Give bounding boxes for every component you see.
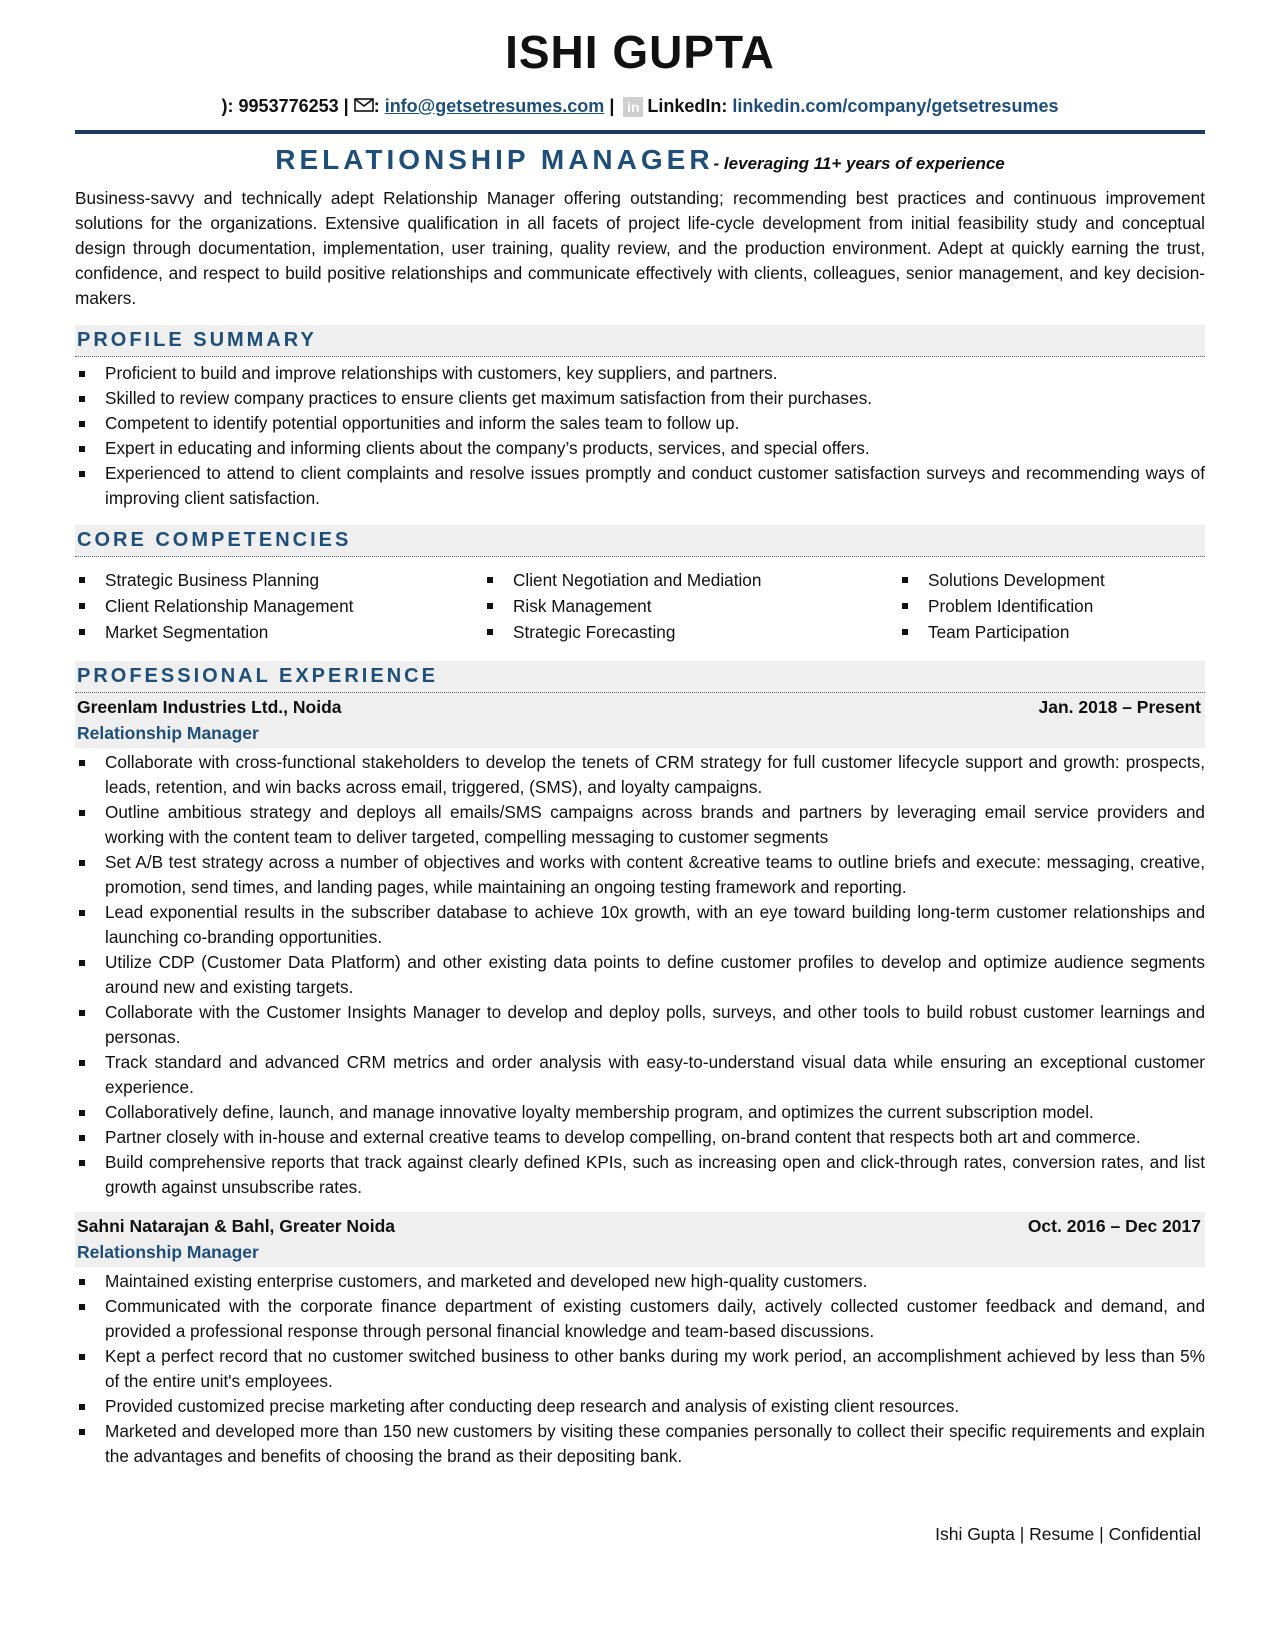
- page-footer: Ishi Gupta | Resume | Confidential: [935, 1524, 1201, 1544]
- job-dates: Jan. 2018 – Present: [1038, 697, 1201, 717]
- summary-paragraph: Business-savvy and technically adept Relationship Manager offering outstanding; recommending best practices and continuous improvement solutions for the organizations. Extensive qualification in all facets of project life-cycle development from initial feasibility study and conceptual design through documentation, implementation, user training, quality review, and the production environment. Adept at quickly earning the trust, confidence, and respect to build positive relationships and communicate effectively with clients, colleagues, senior management, and key decision-makers.: [75, 188, 1205, 308]
- job-title: Relationship Manager: [77, 1242, 259, 1262]
- section-heading-core-competencies: CORE COMPETENCIES: [75, 525, 1205, 557]
- list-item: Collaboratively define, launch, and manage innovative loyalty membership program, and optimizes the current subscription model.: [75, 1100, 1205, 1125]
- header-rule: [75, 130, 1205, 134]
- job-header: [75, 1212, 1205, 1267]
- resume-page: [75, 0, 1205, 1650]
- list-item: Problem Identification: [898, 593, 1198, 619]
- list-item: Build comprehensive reports that track against clearly defined KPIs, such as increasing open and click-through rates, conversion rates, and list growth against unsubscribe rates.: [75, 1150, 1205, 1200]
- list-item: Expert in educating and informing clients about the company’s products, services, and special offers.: [75, 436, 1205, 461]
- list-item: Partner closely with in-house and external creative teams to develop compelling, on-brand content that respects both art and commerce.: [75, 1125, 1205, 1150]
- list-item: Proficient to build and improve relationships with customers, key suppliers, and partners.: [75, 361, 1205, 386]
- separator: |: [604, 96, 620, 116]
- list-item: Strategic Business Planning: [75, 567, 483, 593]
- list-item: Market Segmentation: [75, 619, 483, 645]
- list-item: Maintained existing enterprise customers, and marketed and developed new high-quality customers.: [75, 1269, 1205, 1294]
- list-item: Risk Management: [483, 593, 898, 619]
- list-item: Communicated with the corporate finance department of existing customers daily, actively collected customer feedback and demand, and provided a professional response through personal financial knowledge and team-based discussions.: [75, 1294, 1205, 1344]
- separator: |: [338, 96, 354, 116]
- core-competencies-grid: [75, 567, 1205, 645]
- headline: [75, 144, 1205, 176]
- job-header: [75, 693, 1205, 748]
- email-link[interactable]: info@getsetresumes.com: [384, 96, 605, 116]
- job-responsibilities: [75, 750, 1205, 1200]
- linkedin-link[interactable]: linkedin.com/company/getsetresumes: [732, 96, 1059, 116]
- candidate-name: ISHI GUPTA: [505, 26, 775, 78]
- list-item: Client Negotiation and Mediation: [483, 567, 898, 593]
- job-dates: Oct. 2016 – Dec 2017: [1027, 1216, 1201, 1236]
- company-name: Sahni Natarajan & Bahl, Greater Noida: [77, 1216, 396, 1236]
- list-item: Client Relationship Management: [75, 593, 483, 619]
- list-item: Strategic Forecasting: [483, 619, 898, 645]
- email-prefix: :: [373, 96, 385, 116]
- profile-summary-list: [75, 361, 1205, 511]
- headline-role: RELATIONSHIP MANAGER: [275, 144, 714, 175]
- list-item: Set A/B test strategy across a number of objectives and works with content &creative teams to outline briefs and execute: messaging, creative, promotion, send times, and landing pages, while maintaining an ongoing testing framework and reporting.: [75, 850, 1205, 900]
- linkedin-icon: in: [623, 97, 643, 117]
- list-item: Provided customized precise marketing after conducting deep research and analysis of existing client resources.: [75, 1394, 1205, 1419]
- list-item: Kept a perfect record that no customer switched business to other banks during my work period, an accomplishment achieved by less than 5% of the entire unit's employees.: [75, 1344, 1205, 1394]
- competency-column: [898, 567, 1198, 645]
- list-item: Marketed and developed more than 150 new customers by visiting these companies personally to collect their specific requirements and explain the advantages and benefits of choosing the brand as their depositing bank.: [75, 1419, 1205, 1469]
- job-title: Relationship Manager: [77, 723, 259, 743]
- list-item: Track standard and advanced CRM metrics and order analysis with easy-to-understand visual data while ensuring an exceptional customer experience.: [75, 1050, 1205, 1100]
- phone-number: 9953776253: [238, 96, 339, 116]
- competency-column: [483, 567, 898, 645]
- contact-line: [75, 94, 1205, 118]
- job-responsibilities: [75, 1269, 1205, 1469]
- list-item: Competent to identify potential opportunities and inform the sales team to follow up.: [75, 411, 1205, 436]
- headline-tagline: - leveraging 11+ years of experience: [713, 154, 1005, 173]
- list-item: Outline ambitious strategy and deploys all emails/SMS campaigns across brands and partners by leveraging email service providers and working with the content team to deliver targeted, compelling messaging to customer segments: [75, 800, 1205, 850]
- list-item: Experienced to attend to client complaints and resolve issues promptly and conduct customer satisfaction surveys and recommending ways of improving client satisfaction.: [75, 461, 1205, 511]
- list-item: Solutions Development: [898, 567, 1198, 593]
- list-item: Collaborate with cross-functional stakeholders to develop the tenets of CRM strategy for full customer lifecycle support and growth: prospects, leads, retention, and win backs across email, triggered, (SMS), and loyalty campaigns.: [75, 750, 1205, 800]
- phone-prefix: ):: [221, 96, 239, 116]
- list-item: Skilled to review company practices to ensure clients get maximum satisfaction from their purchases.: [75, 386, 1205, 411]
- section-heading-profile-summary: PROFILE SUMMARY: [75, 325, 1205, 357]
- company-name: Greenlam Industries Ltd., Noida: [77, 697, 342, 717]
- list-item: Utilize CDP (Customer Data Platform) and other existing data points to define customer profiles to develop and optimize audience segments around new and existing targets.: [75, 950, 1205, 1000]
- linkedin-label: LinkedIn:: [647, 96, 733, 116]
- envelope-icon: [354, 95, 374, 119]
- section-heading-professional-experience: PROFESSIONAL EXPERIENCE: [75, 661, 1205, 693]
- list-item: Collaborate with the Customer Insights Manager to develop and deploy polls, surveys, and other tools to build robust customer learnings and personas.: [75, 1000, 1205, 1050]
- competency-column: [75, 567, 483, 645]
- list-item: Lead exponential results in the subscriber database to achieve 10x growth, with an eye toward building long-term customer relationships and launching co-branding opportunities.: [75, 900, 1205, 950]
- list-item: Team Participation: [898, 619, 1198, 645]
